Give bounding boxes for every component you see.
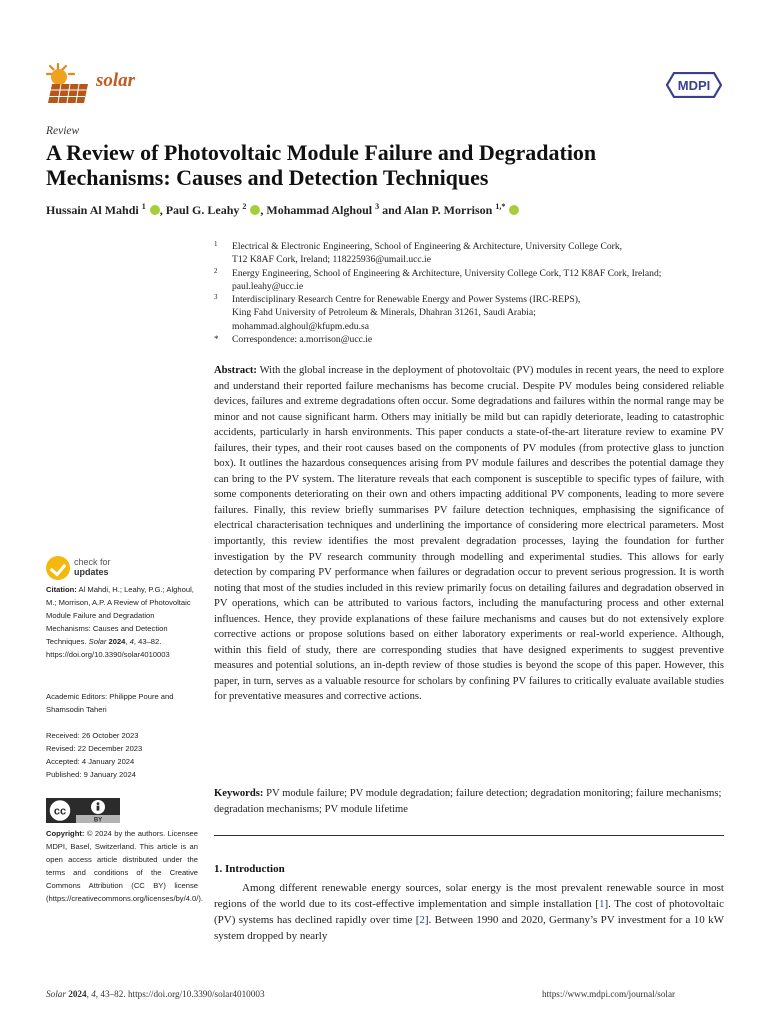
academic-editors: Academic Editors: Philippe Poure and Shamsodin Taheri [46,692,174,715]
keywords [214,786,724,817]
keywords-text: PV module failure; PV module degradation; failure detection; degradation monitoring; failure mechanisms; degradation mechanisms; PV module lifetime [214,788,722,815]
affiliation-item: 1 Electrical & Electronic Engineering, School of Engineering & Architecture, University College Cork, T12 K8AF Cork, Ireland; 118225936@umail.ucc.ie [214,240,623,266]
check-icon [46,556,70,580]
section-heading: 1. Introduction [214,863,285,875]
affiliation-item: 2 Energy Engineering, School of Engineering & Architecture, University College Cork, T12 K8AF Cork, Ireland; paul.leahy@ucc.ie [214,266,662,292]
article-title: A Review of Photovoltaic Module Failure and Degradation Mechanisms: Causes and Detection Techniques [46,140,597,190]
citation-block: Citation: Al Mahdi, H.; Leahy, P.G.; Alghoul, M.; Morrison, A.P. A Review of Photovoltaic Module Failure and Degradation Mechanisms: Causes and Detection Techniques. Solar 2024, 4, 43–82. https://doi.org/10.3390/solar4010003 [46,585,194,660]
article-type: Review [46,125,80,137]
author-name: Hussain Al Mahdi [46,203,139,217]
svg-text:BY: BY [93,817,103,823]
copyright-label: Copyright: [46,829,85,838]
citation-link[interactable]: 1 [598,898,605,910]
publication-dates [46,729,198,781]
revised-date: Revised: 22 December 2023 [46,744,143,754]
author-name: Mohammad Alghoul [266,203,373,217]
footer-journal-url[interactable]: https://www.mdpi.com/journal/solar [542,989,676,999]
author-list: Hussain Al Mahdi $^1$ , Paul G. Leahy $^2$ , Mohammad Alghoul $^3$ and Alan P. Morrison $^{1,*}$ [46,202,726,218]
cc-by-license-icon[interactable] [46,798,120,823]
received-date: Received: 26 October 2023 [46,731,139,740]
accepted-date: Accepted: 4 January 2024 [46,757,135,767]
abstract-label: Abstract: [214,365,257,376]
citation-link[interactable]: 2 [419,914,425,926]
journal-name: solar [96,70,136,91]
author-affiliation-ref: 1,* [495,202,506,211]
check-for-updates-button[interactable]: check for updates [46,556,126,582]
svg-text:MDPI: MDPI [677,78,711,93]
correspondence: * Correspondence: a.morrison@ucc.ie [214,334,373,346]
author-name: Paul G. Leahy [165,203,240,217]
author-affiliation-ref: 3 [375,202,380,211]
citation-label: Citation: [46,585,77,594]
intro-paragraph: Among different renewable energy sources, solar energy is the most prevalent renewable source in most regions of the world due to its cost-effective implementation and simple installation [1]. The cost of photovoltaic (PV) systems has declined rapidly over time [2]. Between 1990 and 2020, Germany’s PV investment for a 10 kW system dropped by nearly [214,882,724,942]
svg-text:cc: cc [53,805,67,818]
orcid-icon[interactable] [150,205,160,215]
affiliations [214,240,724,346]
affiliation-item: 3 Interdisciplinary Research Centre for Renewable Energy and Power Systems (IRC-REPS), King Fahd University of Petroleum & Minerals, Dhahran 31261, Saudi Arabia; mohammad.alghoul@kfupm.edu.sa [214,293,581,332]
mdpi-logo [666,72,722,98]
keywords-label: Keywords: [214,788,264,799]
author-affiliation-ref: 2 [242,202,247,211]
orcid-icon[interactable] [509,205,519,215]
footer-citation: Solar 2024, 4, 43–82. https://doi.org/10.3390/solar4010003 [46,989,265,999]
solar-journal-logo [44,60,90,104]
abstract-text: With the global increase in the deployment of photovoltaic (PV) modules in recent years, the need to explore and understand their reported failure mechanisms has become crucial. Despite PV modules being considered reliable devices, failures and extreme degradations often occur. Some degradations and failures within the normal range may be minor and not cause significant harm. Others may initially be mild but can rapidly deteriorate, leading to catastrophic accidents, particularly in harsh environments. This paper conducts a state-of-the-art literature review to examine PV failures, their types, and their root causes based on the components of PV modules (from protective glass to junction box). It outlines the hazardous consequences arising from PV module failures and describes the potential damage they can bring to the PV system. The literature reveals that each component is susceptible to specific types of failure, with some components deteriorating on their own and others impacting additional PV components, leading to more severe failures. Finally, this review briefly summarises PV failure detection techniques, emphasising the significance of electrical characterisation techniques and underlining the importance of considering more electrical parameters. Most importantly, this review identifies the most prevalent degradation processes, laying the foundation for further investigation by the PV research community through modelling and experimental studies. This allows for early detection by comparing PV performance when failures or degradation occur to prevent serious progression. It is worth noting that most of the studies included in this review primarily focus on detailing failures and degradation observed in PV operations, which can be attributed to various factors, including the manufacturing process and other external influences. Hence, they provide explanations of these failure mechanisms and causes but do not extensively explore corrective actions or propose solutions based on either laboratory experiments or real-world experience. Although, within this field of study, there are corresponding studies that have designed experiments to suggest preventive measures and potential solutions, an in-depth review of those studies is beyond the scope of this paper. However, this paper, in turn, serves as a valuable resource for scholars by confining PV failures to critically evaluate available studies for preventative measures and corrective actions. [214,365,724,703]
author-affiliation-ref: 1 [141,202,146,211]
copyright-block: Copyright: © 2024 by the authors. Licensee MDPI, Basel, Switzerland. This article is an open access article distributed under the terms and conditions of the Creative Commons Attribution (CC BY) license (https://creativecommons.org/licenses/by/4.0/). [46,829,203,904]
divider [214,835,724,836]
orcid-icon[interactable] [250,205,260,215]
published-date: Published: 9 January 2024 [46,770,136,780]
abstract [214,363,724,705]
author-name: Alan P. Morrison [403,203,493,217]
